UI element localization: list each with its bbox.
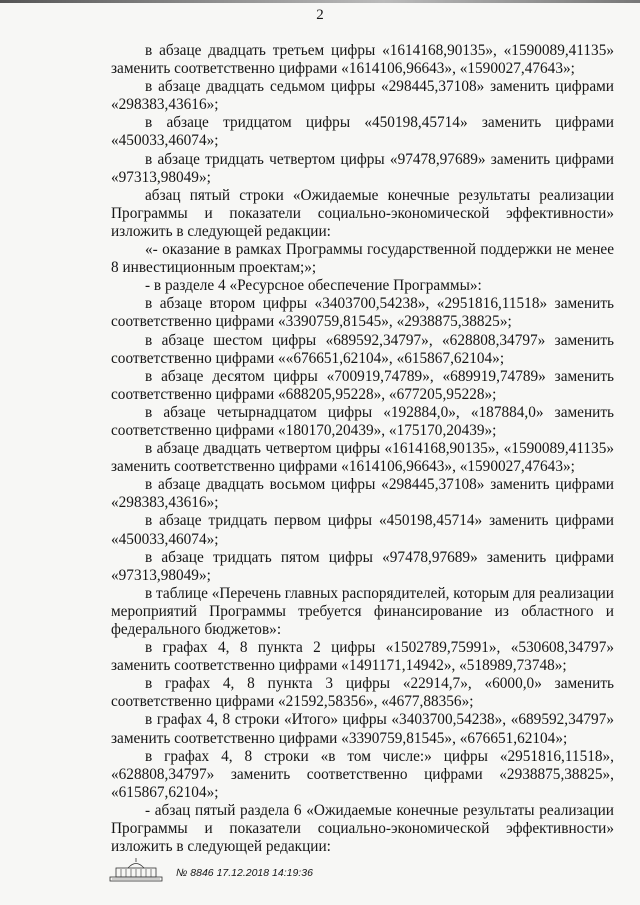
paragraph: в абзаце тридцать первом цифры «450198,45714» заменить цифрами «450033,46074»; [111,512,614,548]
paragraph: - в разделе 4 «Ресурсное обеспечение Программы»: [145,277,482,295]
paragraph: в абзаце тридцать пятом цифры «97478,97689» заменить цифрами «97313,98049»; [111,548,614,584]
paragraph: в абзаце двадцать восьмом цифры «298445,37108» заменить цифрами «298383,43616»; [111,476,614,512]
paragraph: в абзаце двадцать четвертом цифры «1614168,90135», «1590089,41135» заменить соответственно цифрами «1614106,96643», «1590027,47643»; [111,440,614,476]
paragraph: в таблице «Перечень главных распорядителей, которым для реализации мероприятий Программы требуется финансирование из областного и федерального бюджетов»: [111,584,614,638]
paragraph: в абзаце шестом цифры «689592,34797», «628808,34797» заменить соответственно цифрами ««676651,62104», «615867,62104»; [111,331,614,367]
paragraph: в абзаце втором цифры «3403700,54238», «2951816,11518» заменить соответственно цифрами «3390759,81545», «2938875,38825»; [111,295,614,331]
footer [108,857,448,885]
page-number: 2 [316,7,324,23]
paragraph: в графах 4, 8 строки «в том числе:» цифры «2951816,11518», «628808,34797» заменить соответственно цифрами «2938875,38825», «615867,62104»; [111,747,614,801]
paragraph: «- оказание в рамках Программы государственной поддержки не менее 8 инвестиционным проектам;»; [111,241,614,277]
paragraph: абзац пятый строки «Ожидаемые конечные результаты реализации Программы и показатели социально-экономической эффективности» изложить в следующей редакции: [111,186,614,240]
document-id: № 8846 17.12.2018 14:19:36 [176,867,313,879]
paragraph: в абзаце двадцать третьем цифры «1614168,90135», «1590089,41135» заменить соответственно цифрами «1614106,96643», «1590027,47643»; [111,42,614,78]
paragraph: в абзаце десятом цифры «700919,74789», «689919,74789» заменить соответственно цифрами «688205,95228», «677205,95228»; [111,367,614,403]
paragraph: в абзаце тридцать четвертом цифры «97478,97689» заменить цифрами «97313,98049»; [111,150,614,186]
paragraph: в графах 4, 8 пункта 2 цифры «1502789,75991», «530608,34797» заменить соответственно цифрами «1491171,14942», «518989,73748»; [111,639,614,675]
building-stamp-icon [108,857,164,883]
paragraph: в графах 4, 8 пункта 3 цифры «22914,7», «6000,0» заменить соответственно цифрами «21592,58356», «4677,88356»; [111,675,614,711]
scan-edge [0,0,640,3]
paragraph: в абзаце тридцатом цифры «450198,45714» заменить цифрами «450033,46074»; [111,114,614,150]
paragraph: в абзаце четырнадцатом цифры «192884,0», «187884,0» заменить соответственно цифрами «180170,20439», «175170,20439»; [111,403,614,439]
document-body [111,42,614,856]
paragraph: - абзац пятый раздела 6 «Ожидаемые конечные результаты реализации Программы и показатели социально-экономической эффективности» изложить в следующей редакции: [111,801,614,856]
paragraph: в графах 4, 8 строки «Итого» цифры «3403700,54238», «689592,34797» заменить соответственно цифрами «3390759,81545», «676651,62104»; [111,711,614,747]
paragraph: в абзаце двадцать седьмом цифры «298445,37108» заменить цифрами «298383,43616»; [111,78,614,114]
